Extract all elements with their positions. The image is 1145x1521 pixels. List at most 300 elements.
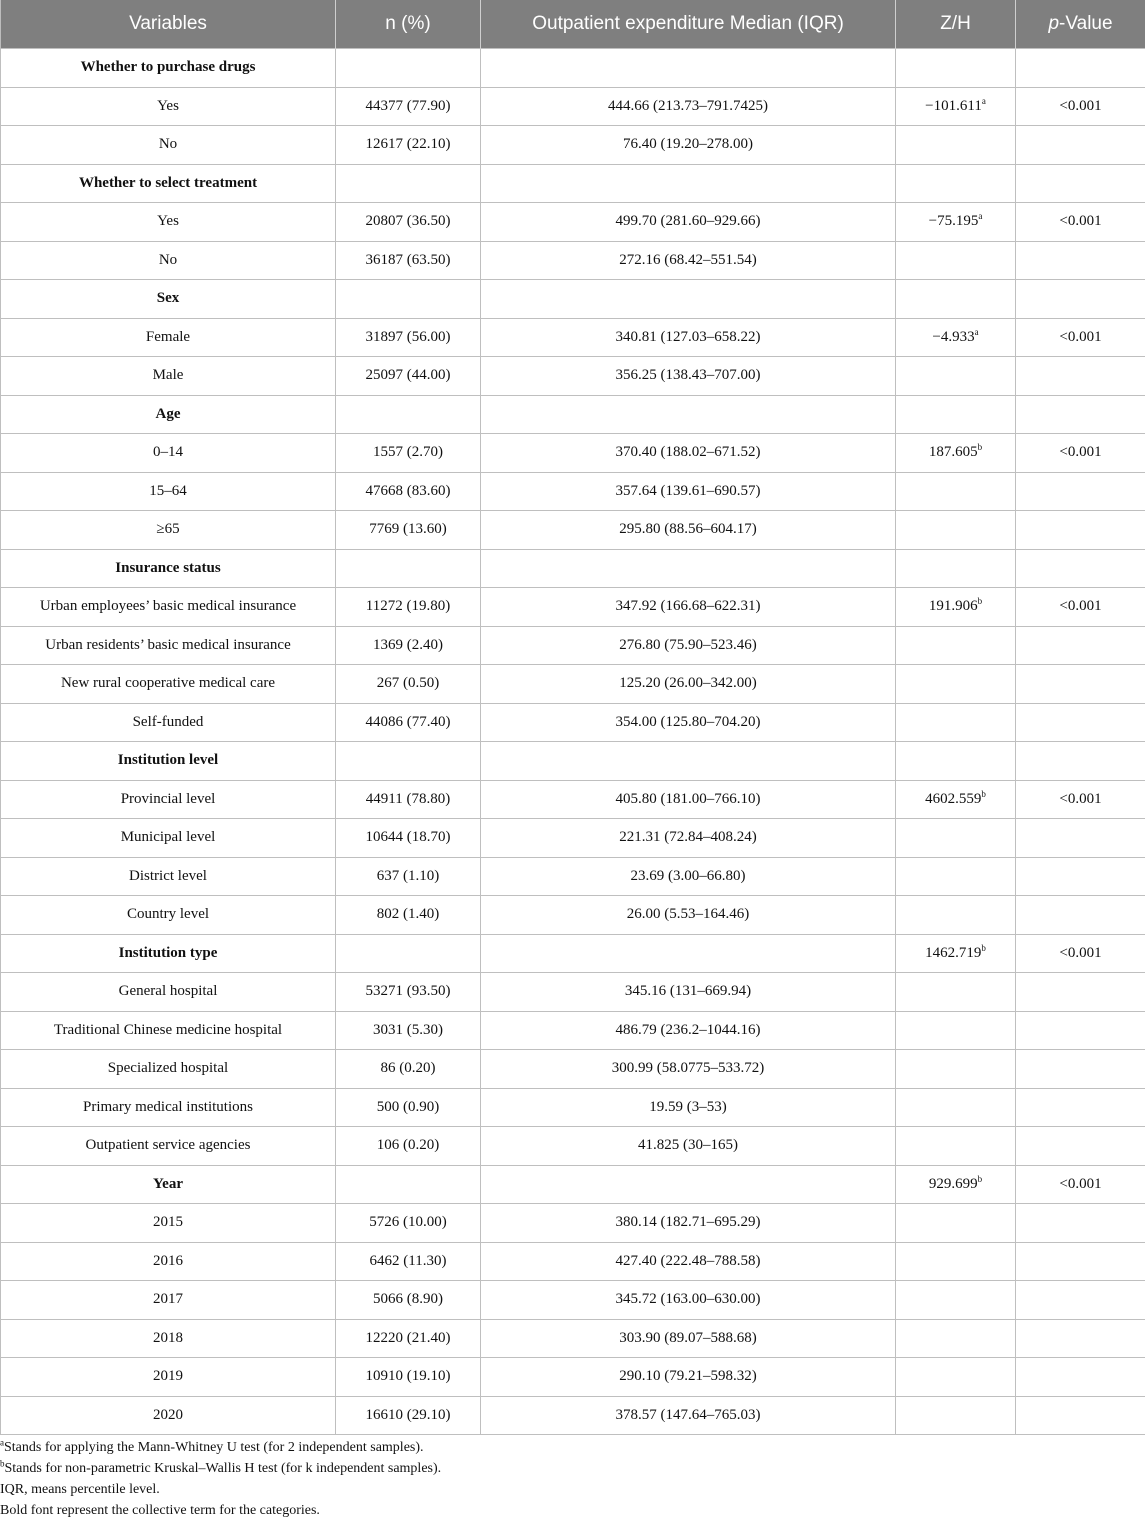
expenditure-cell-text: 303.90 (89.07–588.68): [619, 1330, 757, 1346]
expenditure-cell-text: 357.64 (139.61–690.57): [616, 483, 761, 499]
n-percent-cell-text: 10644 (18.70): [366, 829, 451, 845]
p-value-cell: [1016, 934, 1145, 973]
expenditure-cell-text: 26.00 (5.53–164.46): [627, 906, 750, 922]
variable-cell: [1, 1396, 336, 1435]
variable-cell-text: 2016: [153, 1253, 183, 1269]
p-value-cell: [1016, 472, 1145, 511]
test-footnote-marker: a: [975, 327, 979, 337]
header-row: [1, 0, 1145, 49]
p-value-cell: [1016, 549, 1145, 588]
expenditure-cell-text: 23.69 (3.00–66.80): [631, 868, 746, 884]
n-percent-cell: [336, 126, 481, 165]
z-h-cell: [896, 472, 1016, 511]
expenditure-cell: [481, 357, 896, 396]
test-footnote-marker: b: [978, 1174, 983, 1184]
test-footnote-marker: b: [981, 789, 986, 799]
footnote-text: Stands for non-parametric Kruskal–Wallis H test (for k independent samples).: [5, 1461, 442, 1476]
z-h-cell: [896, 87, 1016, 126]
variable-cell-text: Municipal level: [121, 829, 216, 845]
p-value-cell: [1016, 1396, 1145, 1435]
n-percent-cell: [336, 164, 481, 203]
expenditure-cell-text: 340.81 (127.03–658.22): [616, 329, 761, 345]
expenditure-cell-text: 125.20 (26.00–342.00): [619, 675, 757, 691]
table-row: [1, 703, 1145, 742]
variable-cell-text: Sex: [157, 290, 180, 306]
n-percent-cell: [336, 1242, 481, 1281]
variable-cell: [1, 819, 336, 858]
n-percent-cell-text: 86 (0.20): [381, 1060, 436, 1076]
table-row: [1, 665, 1145, 704]
n-percent-cell-text: 44377 (77.90): [366, 98, 451, 114]
z-h-cell: [896, 1319, 1016, 1358]
n-percent-cell: [336, 395, 481, 434]
expenditure-cell: [481, 857, 896, 896]
variable-cell: [1, 126, 336, 165]
footnote-marker: b: [0, 1458, 5, 1468]
n-percent-cell-text: 10910 (19.10): [366, 1368, 451, 1384]
variable-cell: [1, 1127, 336, 1166]
table-row: [1, 1011, 1145, 1050]
n-percent-cell: [336, 241, 481, 280]
z-h-cell-text: 191.906: [929, 598, 978, 614]
n-percent-cell-text: 6462 (11.30): [370, 1253, 447, 1269]
n-percent-cell: [336, 665, 481, 704]
table-row: [1, 1204, 1145, 1243]
variable-cell: [1, 318, 336, 357]
z-h-cell: [896, 241, 1016, 280]
variable-cell: [1, 395, 336, 434]
p-value-cell: [1016, 1088, 1145, 1127]
expenditure-cell-text: 378.57 (147.64–765.03): [616, 1407, 761, 1423]
p-value-cell-text: <0.001: [1059, 444, 1101, 460]
z-h-cell: [896, 511, 1016, 550]
variable-cell-text: Urban residents’ basic medical insurance: [45, 637, 290, 653]
variable-cell-text: Primary medical institutions: [83, 1099, 253, 1115]
header-expenditure: Outpatient expenditure Median (IQR): [481, 0, 896, 49]
table-row: [1, 87, 1145, 126]
p-value-cell: [1016, 973, 1145, 1012]
variable-cell-text: 0–14: [153, 444, 183, 460]
n-percent-cell-text: 44911 (78.80): [366, 791, 450, 807]
group-header-row: [1, 49, 1145, 88]
variable-cell-text: Outpatient service agencies: [86, 1137, 251, 1153]
n-percent-cell: [336, 1358, 481, 1397]
n-percent-cell: [336, 87, 481, 126]
group-header-row: [1, 395, 1145, 434]
n-percent-cell-text: 25097 (44.00): [366, 367, 451, 383]
test-footnote-marker: a: [982, 96, 986, 106]
z-h-cell: [896, 1127, 1016, 1166]
expenditure-cell: [481, 780, 896, 819]
variable-cell-text: New rural cooperative medical care: [61, 675, 275, 691]
n-percent-cell-text: 1557 (2.70): [373, 444, 443, 460]
z-h-cell-text: 4602.559: [925, 791, 981, 807]
variable-cell: [1, 472, 336, 511]
expenditure-cell: [481, 49, 896, 88]
p-value-cell: [1016, 1358, 1145, 1397]
variable-cell: [1, 1358, 336, 1397]
table-row: [1, 588, 1145, 627]
variable-cell: [1, 665, 336, 704]
z-h-cell: [896, 357, 1016, 396]
variable-cell: [1, 973, 336, 1012]
z-h-cell: [896, 934, 1016, 973]
z-h-cell-text: −101.611: [925, 98, 982, 114]
variable-cell-text: Whether to purchase drugs: [81, 59, 256, 75]
z-h-cell: [896, 896, 1016, 935]
test-footnote-marker: b: [978, 442, 983, 452]
variable-cell: [1, 1050, 336, 1089]
expenditure-cell: [481, 511, 896, 550]
z-h-cell: [896, 49, 1016, 88]
footnote: [0, 1458, 441, 1479]
p-value-cell: [1016, 126, 1145, 165]
header-n-percent: n (%): [336, 0, 481, 49]
variable-cell-text: Whether to select treatment: [79, 175, 257, 191]
n-percent-cell: [336, 896, 481, 935]
p-value-cell: [1016, 703, 1145, 742]
p-value-cell: [1016, 203, 1145, 242]
z-h-cell: [896, 126, 1016, 165]
test-footnote-marker: a: [978, 211, 982, 221]
n-percent-cell: [336, 511, 481, 550]
p-value-cell-text: <0.001: [1059, 98, 1101, 114]
p-value-cell: [1016, 434, 1145, 473]
z-h-cell: [896, 1358, 1016, 1397]
expenditure-cell: [481, 549, 896, 588]
variable-cell: [1, 280, 336, 319]
expenditure-cell-text: 276.80 (75.90–523.46): [619, 637, 757, 653]
n-percent-cell: [336, 280, 481, 319]
variable-cell-text: 2017: [153, 1291, 183, 1307]
footnote-text: IQR, means percentile level.: [0, 1482, 160, 1497]
z-h-cell: [896, 1165, 1016, 1204]
variable-cell-text: Age: [156, 406, 181, 422]
p-value-cell: [1016, 395, 1145, 434]
n-percent-cell-text: 31897 (56.00): [366, 329, 451, 345]
table-row: [1, 896, 1145, 935]
p-value-cell: [1016, 742, 1145, 781]
expenditure-cell: [481, 742, 896, 781]
expenditure-cell: [481, 280, 896, 319]
table-header: [1, 0, 1145, 49]
expenditure-cell: [481, 318, 896, 357]
z-h-cell-text: 929.699: [929, 1176, 978, 1192]
n-percent-cell: [336, 857, 481, 896]
expenditure-cell-text: 41.825 (30–165): [638, 1137, 738, 1153]
variable-cell-text: Urban employees’ basic medical insurance: [40, 598, 296, 614]
expenditure-cell-text: 290.10 (79.21–598.32): [619, 1368, 757, 1384]
expenditure-cell-text: 370.40 (188.02–671.52): [616, 444, 761, 460]
n-percent-cell: [336, 1396, 481, 1435]
footnote: [0, 1500, 441, 1521]
group-header-row: [1, 1165, 1145, 1204]
n-percent-cell: [336, 1281, 481, 1320]
p-value-cell-text: <0.001: [1059, 791, 1101, 807]
z-h-cell: [896, 280, 1016, 319]
variable-cell-text: 2019: [153, 1368, 183, 1384]
variable-cell: [1, 896, 336, 935]
header-z-h: Z/H: [896, 0, 1016, 49]
n-percent-cell: [336, 434, 481, 473]
table-row: [1, 1358, 1145, 1397]
z-h-cell: [896, 1281, 1016, 1320]
expenditure-cell-text: 272.16 (68.42–551.54): [619, 252, 757, 268]
n-percent-cell: [336, 1050, 481, 1089]
variable-cell-text: Yes: [157, 98, 179, 114]
n-percent-cell: [336, 588, 481, 627]
n-percent-cell-text: 7769 (13.60): [369, 521, 447, 537]
group-header-row: [1, 280, 1145, 319]
expenditure-cell-text: 345.72 (163.00–630.00): [616, 1291, 761, 1307]
p-value-cell: [1016, 164, 1145, 203]
n-percent-cell-text: 5066 (8.90): [373, 1291, 443, 1307]
expenditure-cell: [481, 164, 896, 203]
n-percent-cell-text: 12220 (21.40): [366, 1330, 451, 1346]
n-percent-cell: [336, 1127, 481, 1166]
variable-cell: [1, 511, 336, 550]
expenditure-cell: [481, 1011, 896, 1050]
table-row: [1, 1127, 1145, 1166]
z-h-cell: [896, 549, 1016, 588]
table-row: [1, 1319, 1145, 1358]
test-footnote-marker: b: [981, 943, 986, 953]
variable-cell-text: Female: [146, 329, 190, 345]
expenditure-cell: [481, 126, 896, 165]
expenditure-cell-text: 345.16 (131–669.94): [625, 983, 751, 999]
z-h-cell: [896, 395, 1016, 434]
p-value-cell: [1016, 511, 1145, 550]
z-h-cell: [896, 819, 1016, 858]
variable-cell: [1, 588, 336, 627]
p-value-cell: [1016, 588, 1145, 627]
p-value-cell: [1016, 819, 1145, 858]
expenditure-cell: [481, 395, 896, 434]
variable-cell-text: 2015: [153, 1214, 183, 1230]
n-percent-cell: [336, 742, 481, 781]
n-percent-cell: [336, 1088, 481, 1127]
z-h-cell: [896, 434, 1016, 473]
p-value-cell-text: <0.001: [1059, 1176, 1101, 1192]
n-percent-cell-text: 36187 (63.50): [366, 252, 451, 268]
group-header-row: [1, 164, 1145, 203]
header-p-value: [1016, 0, 1145, 49]
variable-cell: [1, 626, 336, 665]
variable-cell: [1, 1088, 336, 1127]
variable-cell-text: Male: [153, 367, 184, 383]
table-row: [1, 780, 1145, 819]
p-value-cell: [1016, 1319, 1145, 1358]
variable-cell-text: Provincial level: [121, 791, 216, 807]
variable-cell: [1, 1011, 336, 1050]
p-value-cell: [1016, 1011, 1145, 1050]
n-percent-cell: [336, 819, 481, 858]
table-row: [1, 1242, 1145, 1281]
variable-cell-text: Yes: [157, 213, 179, 229]
n-percent-cell: [336, 703, 481, 742]
variable-cell: [1, 857, 336, 896]
table-row: [1, 1281, 1145, 1320]
variable-cell: [1, 203, 336, 242]
z-h-cell: [896, 703, 1016, 742]
p-value-cell: [1016, 626, 1145, 665]
expenditure-cell-text: 347.92 (166.68–622.31): [616, 598, 761, 614]
z-h-cell: [896, 1088, 1016, 1127]
n-percent-cell: [336, 1319, 481, 1358]
expenditure-cell: [481, 472, 896, 511]
p-value-cell: [1016, 1242, 1145, 1281]
n-percent-cell-text: 500 (0.90): [377, 1099, 440, 1115]
z-h-cell: [896, 1050, 1016, 1089]
table-row: [1, 1050, 1145, 1089]
header-p-rest: -Value: [1059, 13, 1113, 34]
z-h-cell-text: −75.195: [929, 213, 979, 229]
z-h-cell: [896, 1011, 1016, 1050]
variable-cell: [1, 434, 336, 473]
expenditure-cell-text: 486.79 (236.2–1044.16): [616, 1022, 761, 1038]
p-value-cell: [1016, 896, 1145, 935]
n-percent-cell-text: 5726 (10.00): [369, 1214, 447, 1230]
n-percent-cell-text: 637 (1.10): [377, 868, 440, 884]
variable-cell: [1, 241, 336, 280]
p-value-cell: [1016, 1204, 1145, 1243]
p-value-cell: [1016, 357, 1145, 396]
p-value-cell: [1016, 87, 1145, 126]
table-row: [1, 1396, 1145, 1435]
expenditure-cell: [481, 1281, 896, 1320]
test-footnote-marker: b: [978, 596, 983, 606]
table-row: [1, 434, 1145, 473]
z-h-cell: [896, 1204, 1016, 1243]
n-percent-cell: [336, 49, 481, 88]
table-footnotes: [0, 1437, 441, 1521]
footnote-text: Bold font represent the collective term for the categories.: [0, 1503, 320, 1518]
footnote: [0, 1479, 441, 1500]
z-h-cell: [896, 857, 1016, 896]
expenditure-cell: [481, 1127, 896, 1166]
variable-cell: [1, 1204, 336, 1243]
z-h-cell-text: 187.605: [929, 444, 978, 460]
table-row: [1, 472, 1145, 511]
expenditure-cell: [481, 626, 896, 665]
variable-cell: [1, 742, 336, 781]
p-value-cell: [1016, 1127, 1145, 1166]
variable-cell-text: Traditional Chinese medicine hospital: [54, 1022, 282, 1038]
variable-cell-text: No: [159, 136, 177, 152]
expenditure-cell: [481, 1242, 896, 1281]
expenditure-cell-text: 19.59 (3–53): [649, 1099, 727, 1115]
n-percent-cell-text: 16610 (29.10): [366, 1407, 451, 1423]
expenditure-cell: [481, 434, 896, 473]
variable-cell-text: General hospital: [119, 983, 218, 999]
p-value-cell: [1016, 665, 1145, 704]
z-h-cell: [896, 1396, 1016, 1435]
footnote-text: Stands for applying the Mann-Whitney U test (for 2 independent samples).: [4, 1440, 424, 1455]
n-percent-cell-text: 11272 (19.80): [366, 598, 450, 614]
variable-cell-text: Institution level: [118, 752, 218, 768]
n-percent-cell: [336, 549, 481, 588]
n-percent-cell: [336, 318, 481, 357]
variable-cell-text: ≥65: [156, 521, 179, 537]
z-h-cell: [896, 318, 1016, 357]
variable-cell: [1, 1281, 336, 1320]
variable-cell-text: District level: [129, 868, 207, 884]
table-row: [1, 357, 1145, 396]
variable-cell-text: Institution type: [119, 945, 218, 961]
group-header-row: [1, 549, 1145, 588]
footnote: [0, 1437, 441, 1458]
p-value-cell-text: <0.001: [1059, 945, 1101, 961]
expenditure-cell: [481, 203, 896, 242]
expenditure-cell: [481, 241, 896, 280]
variable-cell-text: Self-funded: [133, 714, 204, 730]
z-h-cell-text: −4.933: [932, 329, 974, 345]
n-percent-cell: [336, 1204, 481, 1243]
footnote-marker: a: [0, 1437, 4, 1447]
n-percent-cell-text: 44086 (77.40): [366, 714, 451, 730]
n-percent-cell: [336, 1011, 481, 1050]
expenditure-cell: [481, 665, 896, 704]
variable-cell: [1, 1165, 336, 1204]
expenditure-cell-text: 499.70 (281.60–929.66): [616, 213, 761, 229]
p-value-cell-text: <0.001: [1059, 598, 1101, 614]
n-percent-cell-text: 267 (0.50): [377, 675, 440, 691]
expenditure-cell-text: 405.80 (181.00–766.10): [616, 791, 761, 807]
n-percent-cell: [336, 626, 481, 665]
variable-cell-text: Year: [153, 1176, 183, 1192]
n-percent-cell-text: 3031 (5.30): [373, 1022, 443, 1038]
z-h-cell-text: 1462.719: [925, 945, 981, 961]
variable-cell: [1, 164, 336, 203]
n-percent-cell: [336, 934, 481, 973]
table-row: [1, 1088, 1145, 1127]
expenditure-cell: [481, 1358, 896, 1397]
z-h-cell: [896, 1242, 1016, 1281]
expenditure-cell-text: 380.14 (182.71–695.29): [616, 1214, 761, 1230]
p-value-cell-text: <0.001: [1059, 329, 1101, 345]
group-header-row: [1, 934, 1145, 973]
p-value-cell: [1016, 780, 1145, 819]
n-percent-cell-text: 20807 (36.50): [366, 213, 451, 229]
variable-cell: [1, 549, 336, 588]
z-h-cell: [896, 203, 1016, 242]
n-percent-cell-text: 1369 (2.40): [373, 637, 443, 653]
group-header-row: [1, 742, 1145, 781]
table-row: [1, 126, 1145, 165]
expenditure-cell: [481, 973, 896, 1012]
table-row: [1, 819, 1145, 858]
expenditure-cell-text: 76.40 (19.20–278.00): [623, 136, 753, 152]
header-p-italic: p: [1048, 13, 1059, 34]
expenditure-cell: [481, 1204, 896, 1243]
variable-cell: [1, 703, 336, 742]
n-percent-cell: [336, 357, 481, 396]
expenditure-cell: [481, 1088, 896, 1127]
n-percent-cell-text: 53271 (93.50): [366, 983, 451, 999]
table-row: [1, 203, 1145, 242]
n-percent-cell: [336, 973, 481, 1012]
header-variables: Variables: [1, 0, 336, 49]
p-value-cell: [1016, 1281, 1145, 1320]
variable-cell-text: 2020: [153, 1407, 183, 1423]
p-value-cell: [1016, 49, 1145, 88]
n-percent-cell-text: 106 (0.20): [377, 1137, 440, 1153]
expenditure-cell-text: 295.80 (88.56–604.17): [619, 521, 757, 537]
variable-cell: [1, 780, 336, 819]
expenditure-cell: [481, 1396, 896, 1435]
n-percent-cell-text: 802 (1.40): [377, 906, 440, 922]
expenditure-cell-text: 354.00 (125.80–704.20): [616, 714, 761, 730]
